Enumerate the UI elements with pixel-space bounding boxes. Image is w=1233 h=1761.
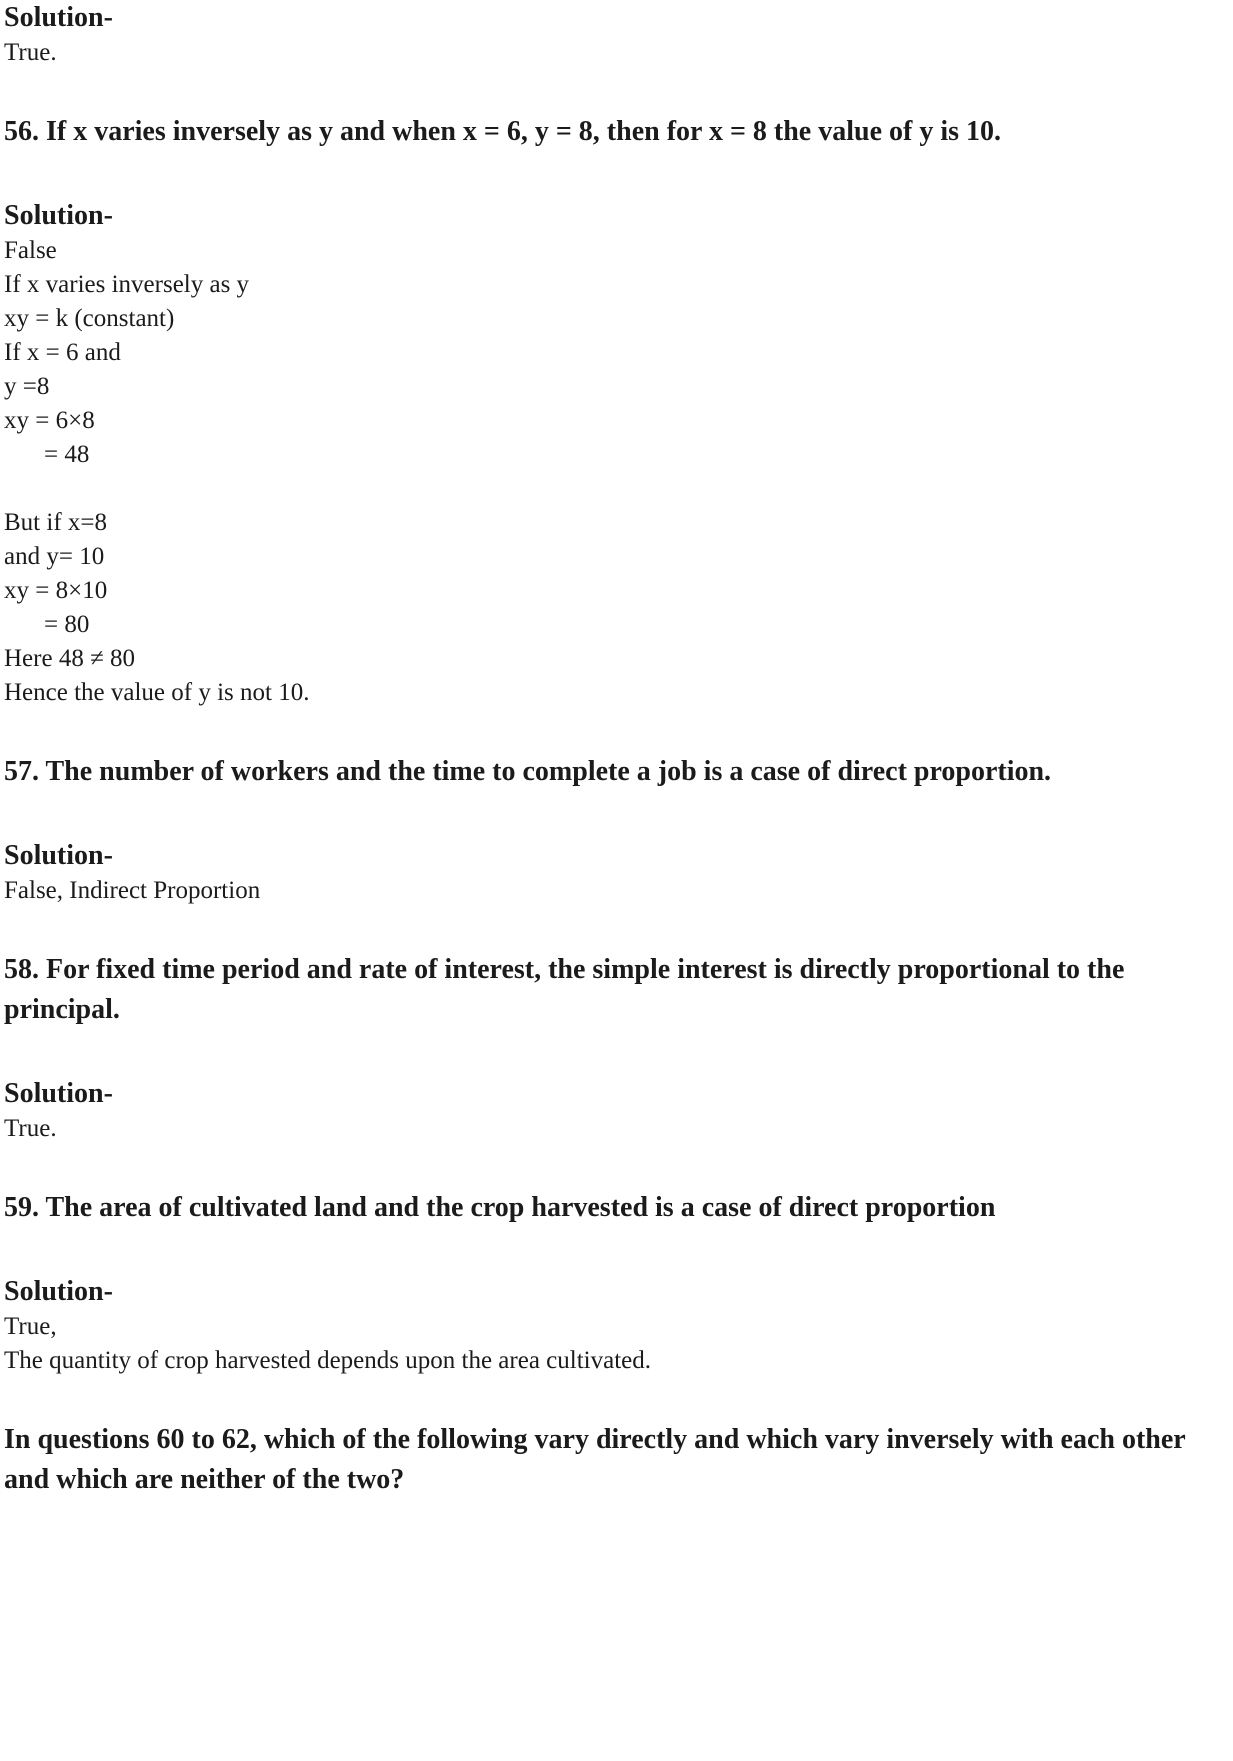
solution-answer: True, xyxy=(4,1313,57,1340)
solution-line: xy = 8×10 xyxy=(4,577,108,604)
question-57-block xyxy=(4,752,1219,908)
question-58-text: 58. For fixed time period and rate of interest, the simple interest is directly proportional to the principal. xyxy=(4,954,1125,1025)
question-56-text: 56. If x varies inversely as y and when x = 6, y = 8, then for x = 8 the value of y is 10. xyxy=(4,116,1002,147)
solution-answer: False, Indirect Proportion xyxy=(4,877,261,904)
solution-heading: Solution- xyxy=(4,2,113,33)
solution-line: xy = k (constant) xyxy=(4,305,175,332)
solution-heading: Solution- xyxy=(4,200,113,231)
solution-answer: True. xyxy=(4,1115,57,1142)
solution-line: = 48 xyxy=(44,441,90,468)
blank-line xyxy=(4,472,1219,506)
solution-line: Hence the value of y is not 10. xyxy=(4,679,310,706)
question-59-text: 59. The area of cultivated land and the crop harvested is a case of direct proportion xyxy=(4,1192,996,1223)
question-57-text: 57. The number of workers and the time to complete a job is a case of direct proportion. xyxy=(4,756,1052,787)
questions-60-62-intro-text: In questions 60 to 62, which of the following vary directly and which vary inversely with each other and which are neither of the two? xyxy=(4,1424,1186,1495)
solution-line: If x varies inversely as y xyxy=(4,271,250,298)
question-58-block xyxy=(4,950,1219,1146)
question-56-block xyxy=(4,112,1219,710)
solution-line: xy = 6×8 xyxy=(4,407,95,434)
solution-line: = 80 xyxy=(44,611,90,638)
solution-line: But if x=8 xyxy=(4,509,107,536)
question-59-block xyxy=(4,1188,1219,1378)
solution-explanation: The quantity of crop harvested depends upon the area cultivated. xyxy=(4,1347,651,1374)
solution-line: y =8 xyxy=(4,373,50,400)
solution-answer: True. xyxy=(4,39,57,66)
solution-line: False xyxy=(4,237,57,264)
solution-prev xyxy=(4,0,1219,70)
solution-line: Here 48 ≠ 80 xyxy=(4,645,136,672)
solution-line: If x = 6 and xyxy=(4,339,121,366)
solution-heading: Solution- xyxy=(4,1078,113,1109)
solution-heading: Solution- xyxy=(4,1276,113,1307)
solution-heading: Solution- xyxy=(4,840,113,871)
solution-line: and y= 10 xyxy=(4,543,105,570)
questions-60-62-intro-block xyxy=(4,1420,1219,1500)
